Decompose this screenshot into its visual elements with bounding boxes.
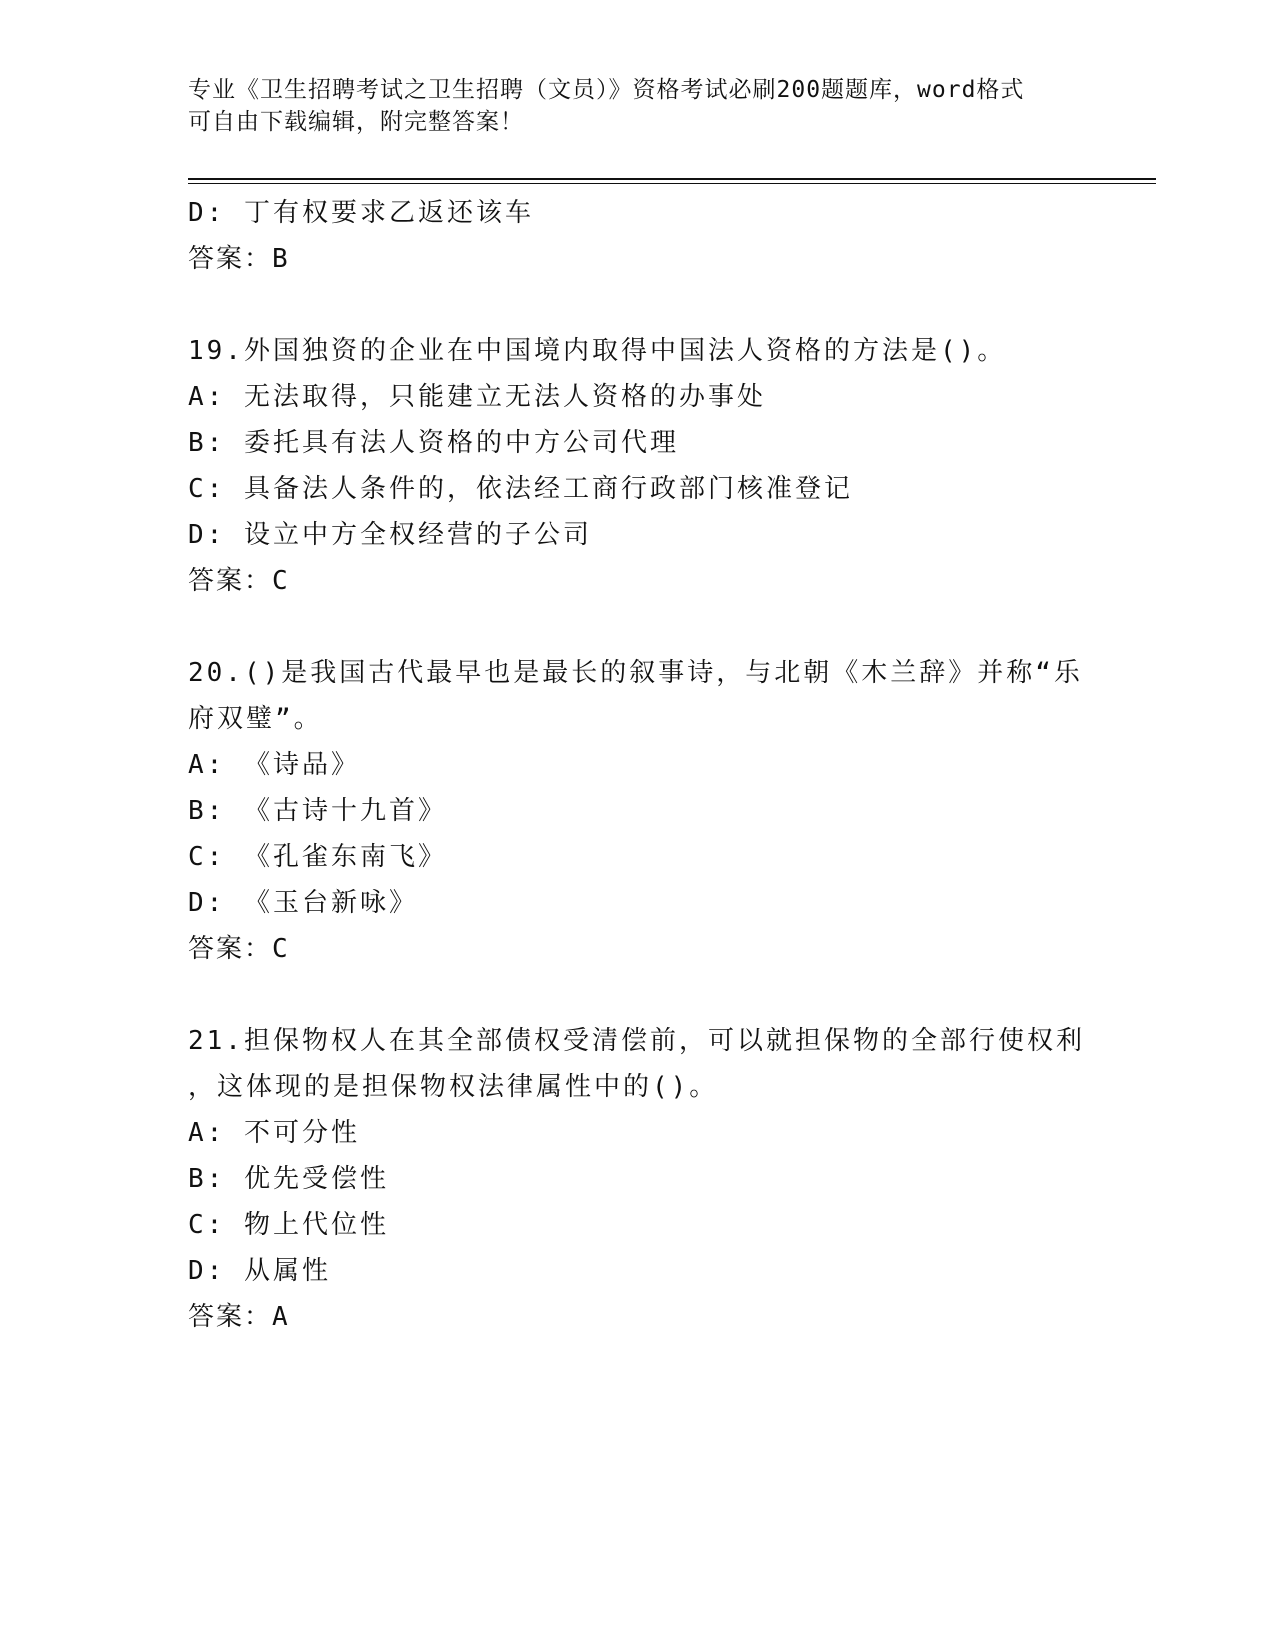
spacer [188,972,1088,1018]
option-b: B: 委托具有法人资格的中方公司代理 [188,428,679,458]
answer-line: 答案：C [188,934,290,964]
option-a: A: 不可分性 [188,1118,360,1148]
option-a: A: 《诗品》 [188,750,360,780]
option-c: C: 《孔雀东南飞》 [188,842,447,872]
answer-line: 答案：A [188,1302,290,1332]
document-header [188,74,1078,138]
option-d: D: 丁有权要求乙返还该车 [188,198,534,228]
question-stem-continued: ，这体现的是担保物权法律属性中的()。 [188,1072,719,1102]
question-stem-continued: 府双璧”。 [188,704,323,734]
option-d: D: 《玉台新咏》 [188,888,418,918]
question-block [188,328,1088,604]
header-line-2: 可自由下载编辑，附完整答案！ [188,109,524,135]
header-rule-thin [188,183,1156,184]
answer-line: 答案：B [188,244,290,274]
header-rule-thick [188,178,1156,180]
answer-line: 答案：C [188,566,290,596]
option-b: B: 优先受偿性 [188,1164,389,1194]
question-block [188,1018,1088,1340]
option-d: D: 从属性 [188,1256,331,1286]
header-line-1: 专业《卫生招聘考试之卫生招聘（文员）》资格考试必刷200题题库，word格式 [188,77,1025,103]
option-d: D: 设立中方全权经营的子公司 [188,520,592,550]
option-a: A: 无法取得，只能建立无法人资格的办事处 [188,382,766,412]
option-c: C: 具备法人条件的，依法经工商行政部门核准登记 [188,474,853,504]
spacer [188,282,1088,328]
question-stem: 20.()是我国古代最早也是最长的叙事诗，与北朝《木兰辞》并称“乐 [188,658,1083,688]
option-c: C: 物上代位性 [188,1210,389,1240]
question-block [188,650,1088,972]
option-b: B: 《古诗十九首》 [188,796,447,826]
question-stem: 21.担保物权人在其全部债权受清偿前，可以就担保物的全部行使权利 [188,1026,1085,1056]
document-body [188,190,1088,1340]
spacer [188,604,1088,650]
question-stem: 19.外国独资的企业在中国境内取得中国法人资格的方法是()。 [188,336,1007,366]
